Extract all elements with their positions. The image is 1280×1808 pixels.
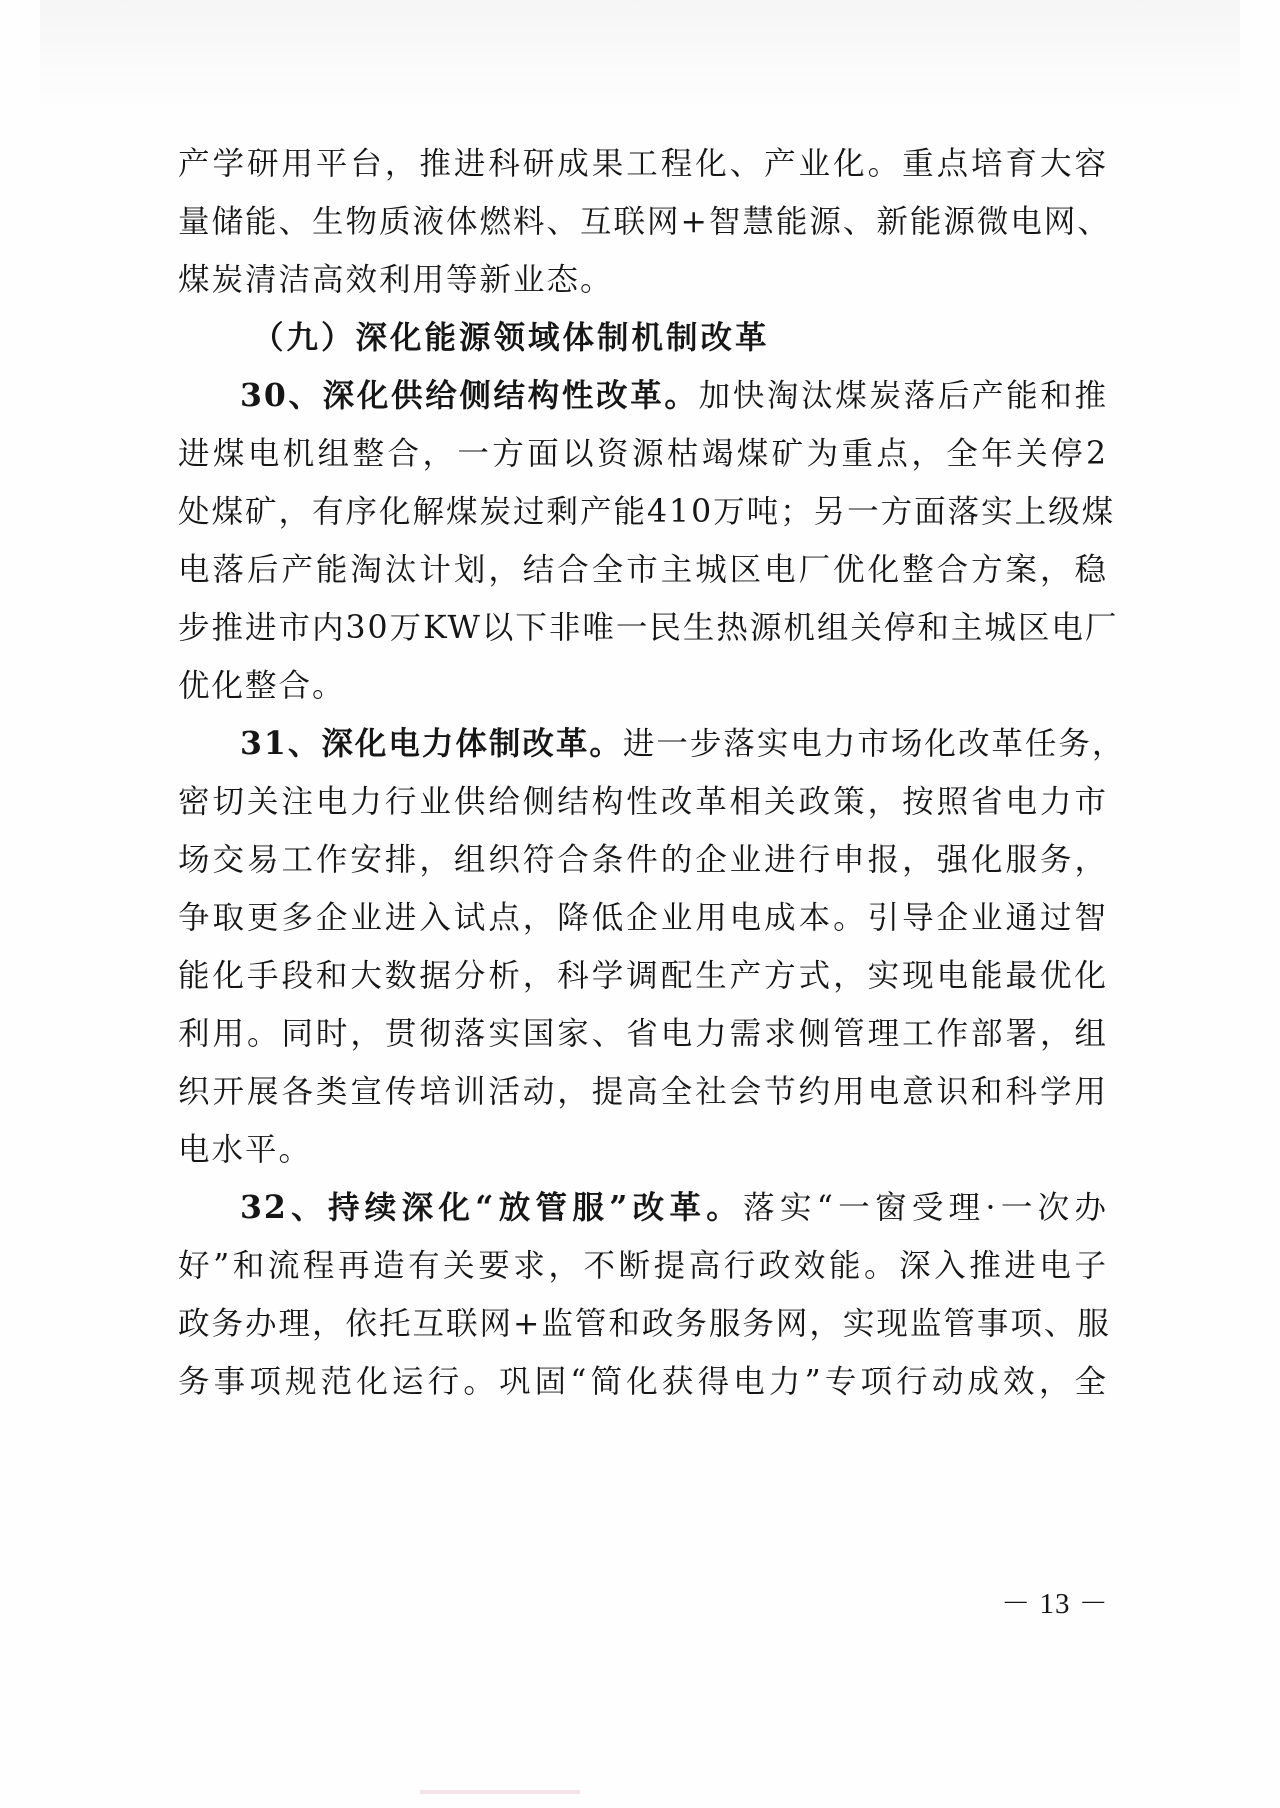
body-line: 争取更多企业进入试点，降低企业用电成本。引导企业通过智: [178, 900, 1108, 936]
body-line: 处煤矿，有序化解煤炭过剩产能410万吨；另一方面落实上级煤: [178, 494, 1116, 530]
body-line: 织开展各类宣传培训活动，提高全社会节约用电意识和科学用: [178, 1074, 1108, 1110]
body-line: 步推进市内30万KW以下非唯一民生热源机组关停和主城区电厂: [178, 610, 1119, 646]
item-30-first-line: [240, 372, 1108, 420]
body-line: 政务办理，依托互联网+监管和政务服务网，实现监管事项、服: [178, 1306, 1111, 1342]
body-line: 利用。同时，贯彻落实国家、省电力需求侧管理工作部署，组: [178, 1016, 1108, 1052]
item-32-heading: 32、持续深化“放管服”改革。: [240, 1189, 744, 1226]
body-line: 场交易工作安排，组织符合条件的企业进行申报，强化服务，: [178, 842, 1108, 878]
body-line: 密切关注电力行业供给侧结构性改革相关政策，按照省电力市: [178, 784, 1108, 820]
body-line: 量储能、生物质液体燃料、互联网+智慧能源、新能源微电网、: [178, 204, 1111, 240]
body-line: 煤炭清洁高效利用等新业态。: [178, 262, 614, 298]
body-line: 务事项规范化运行。巩固“简化获得电力”专项行动成效，全: [178, 1364, 1108, 1400]
body-line: 能化手段和大数据分析，科学调配生产方式，实现电能最优化: [178, 958, 1108, 994]
item-31-text: 进一步落实电力市场化改革任务，: [622, 726, 1126, 762]
body-line: 电落后产能淘汰计划，结合全市主城区电厂优化整合方案，稳: [178, 552, 1108, 588]
body-line: 优化整合。: [178, 668, 346, 704]
item-32-text: 落实“一窗受理·一次办: [743, 1190, 1108, 1226]
item-32-first-line: [240, 1184, 1108, 1232]
body-line: 产学研用平台，推进科研成果工程化、产业化。重点培育大容: [178, 146, 1108, 182]
section-heading: （九）深化能源领域体制机制改革: [252, 319, 770, 356]
item-30-text: 加快淘汰煤炭落后产能和推: [698, 378, 1108, 414]
scan-shadow: [40, 0, 1240, 110]
body-line: 电水平。: [178, 1132, 313, 1168]
item-31-first-line: [240, 720, 1126, 768]
body-line: 好”和流程再造有关要求，不断提高行政效能。深入推进电子: [178, 1248, 1108, 1284]
scan-artifact: [420, 1790, 580, 1794]
body-line: 进煤电机组整合，一方面以资源枯竭煤矿为重点，全年关停2: [178, 436, 1108, 472]
item-31-heading: 31、深化电力体制改革。: [240, 725, 623, 762]
item-30-heading: 30、深化供给侧结构性改革。: [240, 377, 699, 414]
page-number: － 13 －: [1001, 1588, 1109, 1620]
